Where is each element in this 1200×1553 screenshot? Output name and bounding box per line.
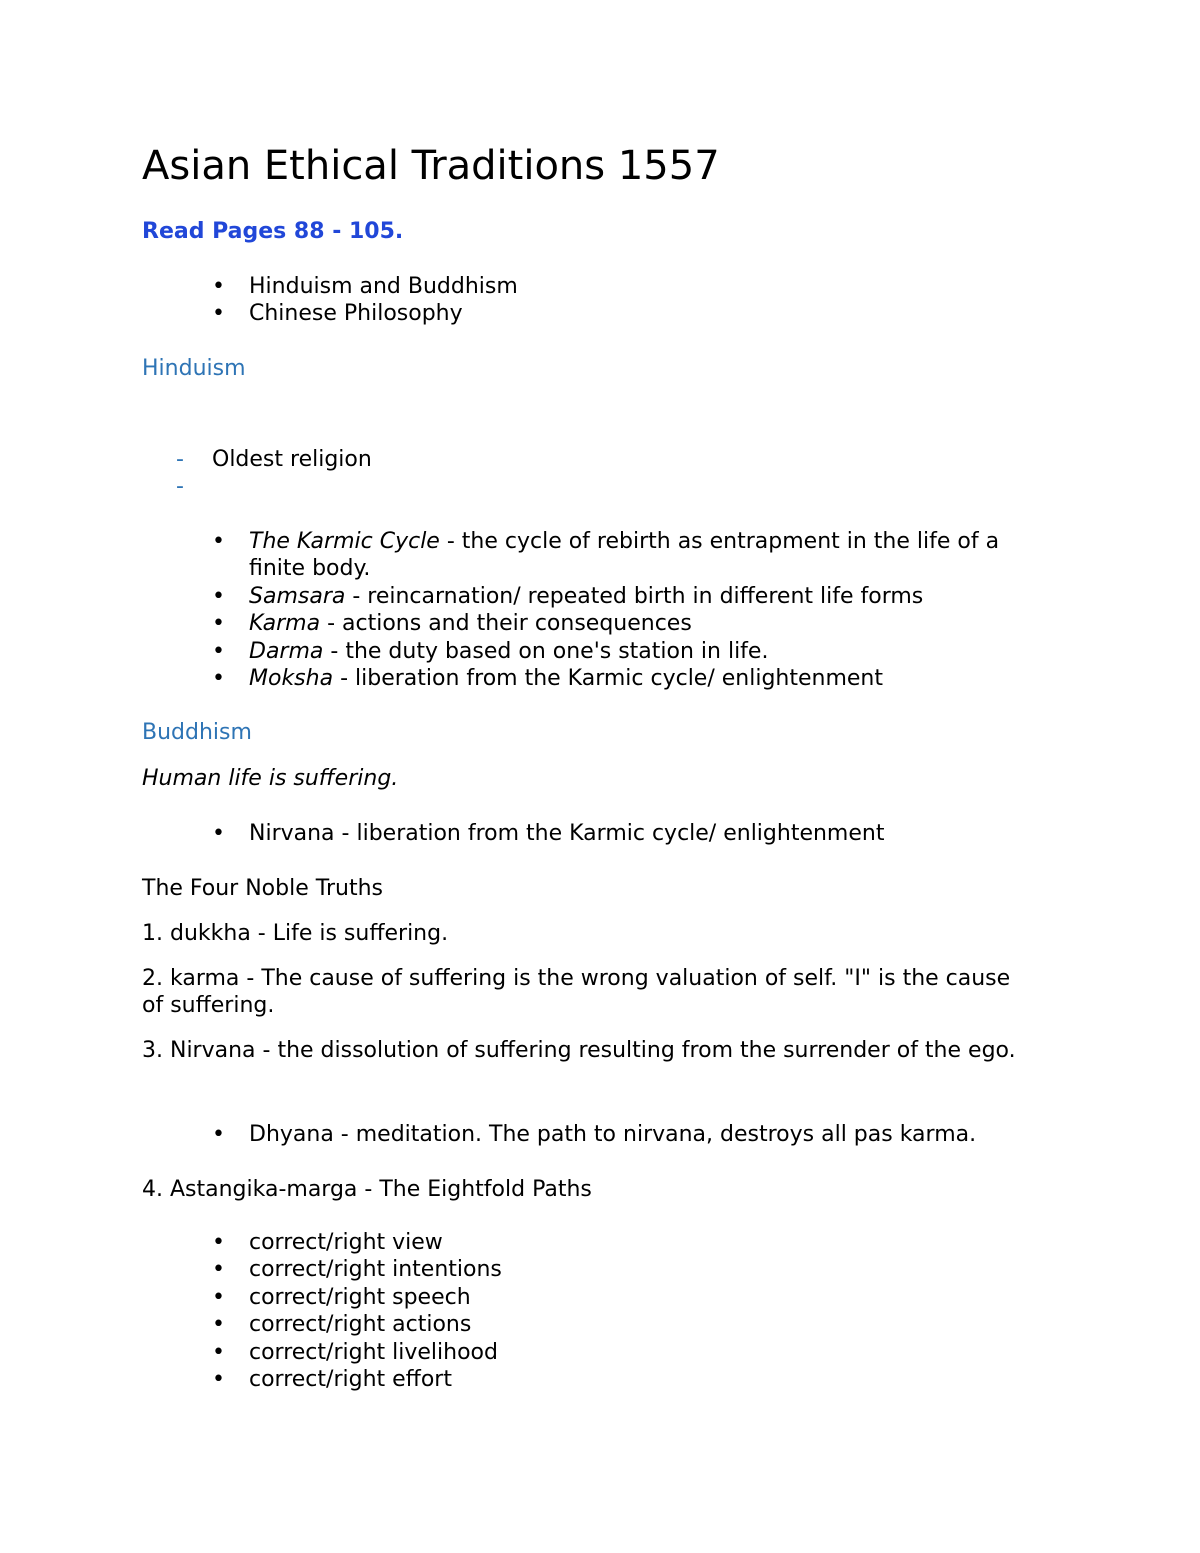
list-item [142,473,372,500]
list-item: • Chinese Philosophy [212,301,463,327]
term-definition: - actions and their consequences [320,611,692,637]
truth-3: 3. Nirvana - the dissolution of suffering resulting from the surrender of the ego. [142,1038,1016,1063]
bullet-icon: • [212,1230,225,1255]
bullet-icon: • [212,821,225,846]
dhyana-list [142,1121,1059,1148]
list-item: • correct/right actions [212,1312,472,1338]
list-item: • correct/right speech [212,1284,471,1310]
term-definition: - the duty based on one's station in life. [323,638,769,664]
hinduism-terms-list [142,528,1059,692]
list-item: • correct/right effort [212,1367,452,1393]
truth-2: 2. karma - The cause of suffering is the wrong valuation of self. "I" is the cause of suffering. [142,966,1011,1018]
hinduism-dash-list [142,446,372,500]
term-item [142,665,1059,692]
term-name: Samsara [249,583,346,609]
bullet-icon: • [212,638,225,664]
term-definition: - liberation from the Karmic cycle/ enlightenment [333,666,884,692]
bullet-icon: • [212,274,225,299]
term-definition: - reincarnation/ repeated birth in different life forms [345,583,924,609]
eightfold-paths-list [142,1229,1059,1393]
bullet-icon: • [212,1257,225,1283]
term-item [142,528,1059,583]
bullet-icon: • [212,611,225,637]
list-item: • correct/right livelihood [212,1339,498,1365]
four-noble-truths-heading: The Four Noble Truths [142,876,383,901]
truth-4: 4. Astangika-marga - The Eightfold Paths [142,1177,592,1202]
term-definition: - the cycle of rebirth as entrapment in the life of a finite body. [249,529,1000,582]
list-item: • Hinduism and Buddhism [212,274,518,299]
term-item [142,638,1059,665]
dash-icon: - [176,474,184,499]
term-name: Karma [249,611,321,637]
bullet-icon: • [212,301,225,327]
term-item [142,610,1059,637]
list-item: - Oldest religion [176,447,372,472]
truth-1: 1. dukkha - Life is suffering. [142,921,449,946]
list-item: • correct/right view [212,1230,443,1255]
bullet-icon: • [212,1367,225,1393]
term-name: Darma [249,638,324,664]
bullet-icon: • [212,666,225,692]
topics-list [142,273,1059,328]
bullet-icon: • [212,583,225,609]
buddhism-tagline: Human life is suffering. [142,766,399,791]
buddhism-heading: Buddhism [142,720,252,745]
dash-icon: - [176,447,184,472]
bullet-icon: • [212,1284,225,1310]
bullet-icon: • [212,529,225,554]
term-item [142,583,1059,610]
hinduism-heading: Hinduism [142,356,246,381]
bullet-icon: • [212,1122,225,1147]
term-name: Moksha [249,666,334,692]
list-item: • Dhyana - meditation. The path to nirvana, destroys all pas karma. [212,1122,977,1147]
document-title: Asian Ethical Traditions 1557 [142,143,720,189]
list-item: • Nirvana - liberation from the Karmic cycle/ enlightenment [212,821,885,846]
bullet-icon: • [212,1339,225,1365]
term-name: The Karmic Cycle [249,529,440,554]
nirvana-list [142,820,1059,847]
list-item: • correct/right intentions [212,1257,502,1283]
bullet-icon: • [212,1312,225,1338]
reading-assignment: Read Pages 88 - 105. [142,219,404,244]
